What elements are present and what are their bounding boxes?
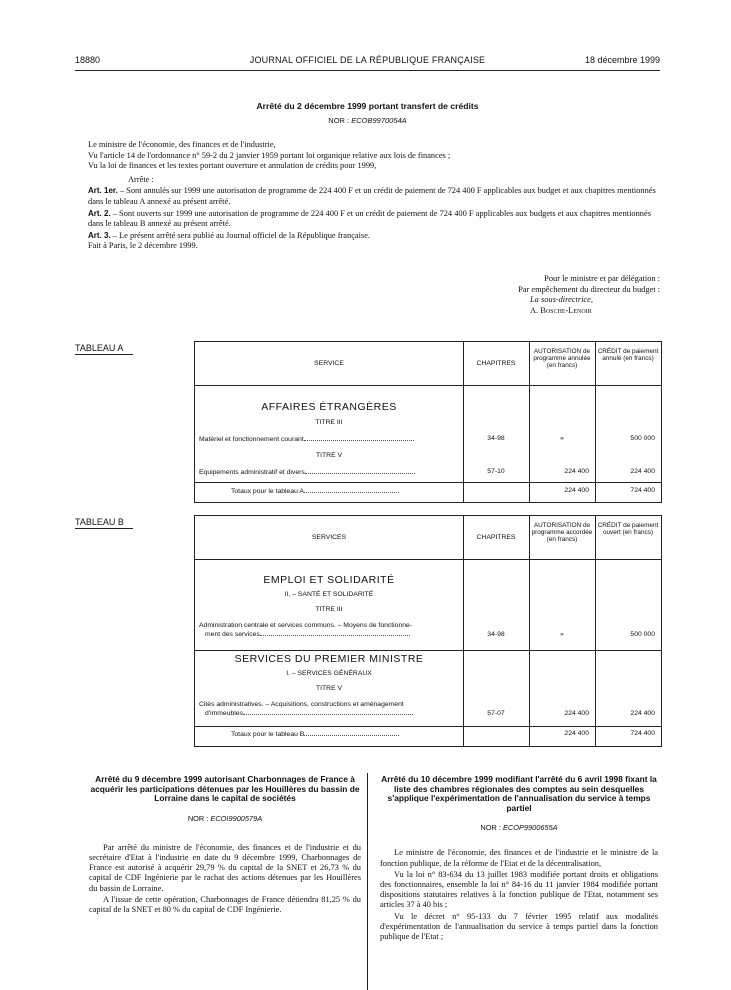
table-cell-cp: 224 400 — [630, 710, 655, 717]
decree2 — [89, 775, 361, 916]
subsection-title: II. – SANTÉ ET SOLIDARITÉ — [284, 591, 374, 598]
section-title: SERVICES DU PREMIER MINISTRE — [234, 653, 424, 665]
nor-label: NOR : — [328, 116, 350, 125]
decree2-body — [89, 843, 361, 915]
paragraph: A l'issue de cette opération, Charbonnages de France détiendra 81,25 % du capital de la SNET et 80 % du capital de CDF Ingénierie. — [89, 894, 361, 914]
tableau-a-label: TABLEAU A — [75, 343, 133, 355]
intro-line: Le ministre de l'économie, des finances et de l'industrie, — [88, 140, 276, 149]
arrete-line: Arrête : — [128, 174, 154, 184]
col-header-services: SERVICES — [311, 534, 347, 541]
table-row-label: Administration centrale et services communs. – Moyens de fonctionne- ment des services — [199, 622, 413, 638]
col-header-cp: CRÉDIT de paiement annulé (en francs) — [597, 348, 659, 362]
table-cell-chapitre: 57-07 — [487, 710, 505, 717]
intro-line: Vu l'article 14 de l'ordonnance n° 59-2 du 2 janvier 1959 portant loi organique relative aux lois de finances ; — [88, 150, 451, 160]
decree2-nor: NOR : ECOI9900579A — [187, 813, 263, 823]
subsection-title: I. – SERVICES GÉNÉRAUX — [286, 670, 372, 677]
column-divider — [367, 773, 368, 990]
article-3: Art. 3. – Le présent arrêté sera publié au Journal officiel de la République française. — [88, 230, 371, 240]
decree3-title: Arrêté du 10 décembre 1999 modifiant l'arrêté du 6 avril 1998 fixant la liste des chambres régionales des comptes au sein desquelles s'applique l'expérimentation de l'annualisation du service à temps partiel — [381, 774, 657, 813]
total-cp: 724 400 — [630, 730, 655, 737]
section-title: EMPLOI ET SOLIDARITÉ — [263, 574, 395, 586]
section-title: AFFAIRES ÉTRANGÈRES — [261, 401, 397, 413]
article-1: Art. 1er. – Sont annulés sur 1999 une autorisation de programme de 224 400 F et un crédit de paiement de 724 400 F applicables aux budget et aux chapitres mentionnés dans le tableau A annexé au présent arrêté. — [88, 186, 656, 206]
total-label: Totaux pour le tableau A — [231, 487, 399, 495]
decree2-title: Arrêté du 9 décembre 1999 autorisant Charbonnages de France à acquérir les participations détenues par les Houillères du bassin de Lorraine dans le capital de sociétés — [90, 774, 360, 804]
table-cell-ap: 224 400 — [564, 468, 589, 475]
col-header-service: SERVICE — [314, 360, 344, 367]
decree3 — [380, 775, 658, 943]
paragraph: Vu la loi n° 83-634 du 13 juillet 1983 modifiée portant droits et obligations des fonctionnaires, ensemble la loi n° 84-16 du 11 janvier 1984 modifiée portant dispositions statutaires relatives à la fonction publique de l'Etat, notamment ses articles 37 à 40 bis ; — [380, 869, 658, 910]
table-cell-chapitre: 57-10 — [487, 468, 505, 475]
signature-block — [470, 274, 660, 316]
decree3-body — [380, 848, 658, 942]
done-line: Fait à Paris, le 2 décembre 1999. — [88, 241, 198, 251]
paragraph: Vu le décret n° 95-133 du 7 février 1995 relatif aux modalités d'expérimentation de l'annualisation du service à temps partiel dans la fonction publique de l'Etat ; — [380, 911, 658, 941]
page-header — [75, 55, 660, 69]
table-row-label: Matériel et fonctionnement courant — [199, 435, 461, 444]
decree1-body — [88, 140, 660, 252]
table-row-label: Equipements administratif et divers — [199, 468, 461, 477]
page-number: 18880 — [75, 55, 101, 65]
paragraph: Par arrêté du ministre de l'économie, des finances et de l'industrie et du secrétaire d'Etat à l'industrie en date du 9 décembre 1999, Charbonnages de France est autorisé à acquérir 29,79 % du capital de la SNET et 26,73 % du capital de CDF Ingénierie par le rachat des actions détenues par les Houillères du bassin de Lorraine. — [89, 842, 361, 893]
col-header-chapitres: CHAPITRES — [476, 534, 516, 541]
col-header-ap: AUTORISATION de programme accordée (en francs) — [531, 522, 593, 543]
decree1-nor — [75, 116, 660, 125]
col-header-cp: CRÉDIT de paiement ouvert (en francs) — [597, 522, 659, 536]
tableau-b-label: TABLEAU B — [75, 517, 133, 529]
total-ap: 224 400 — [564, 487, 589, 494]
paragraph: Le ministre de l'économie, des finances et de l'industrie et le ministre de la fonction publique, de la réforme de l'Etat et de la décentralisation, — [380, 848, 658, 868]
table-cell-cp: 500 000 — [630, 631, 655, 638]
titre-label: TITRE V — [315, 685, 343, 692]
signature-line: Pour le ministre et par délégation : — [544, 274, 660, 283]
table-cell-cp: 224 400 — [630, 468, 655, 475]
tableau-a — [194, 341, 662, 503]
decree1-title: Arrêté du 2 décembre 1999 portant transfert de crédits — [256, 101, 479, 111]
journal-title: JOURNAL OFFICIEL DE LA RÉPUBLIQUE FRANÇAISE — [249, 55, 486, 65]
total-ap: 224 400 — [564, 730, 589, 737]
table-cell-chapitre: 34-98 — [487, 631, 505, 638]
table-cell-chapitre: 34-98 — [487, 435, 505, 442]
titre-label: TITRE V — [315, 452, 343, 459]
tableau-b — [194, 515, 662, 747]
table-cell-cp: 500 000 — [630, 435, 655, 442]
signature-title: La sous-directrice, — [530, 295, 593, 305]
table-cell-ap: 224 400 — [564, 710, 589, 717]
table-cell-ap: » — [560, 631, 564, 638]
decree3-nor: NOR : ECOP9900655A — [480, 823, 558, 833]
col-header-ap: AUTORISATION de programme annulée (en francs) — [533, 348, 591, 369]
nor-code: ECOB9970054A — [351, 116, 407, 125]
table-row-label: Cités administratives. – Acquisitions, constructions et aménagement d'immeubles — [199, 701, 461, 718]
article-2: Art. 2. – Sont ouverts sur 1999 une autorisation de programme de 224 400 F et un crédit de paiement de 724 400 F applicables aux budgets et aux chapitres mentionnés dans le tableau B annexé au présent arrêté. — [88, 208, 651, 229]
total-label: Totaux pour le tableau B — [231, 730, 399, 738]
issue-date: 18 décembre 1999 — [584, 55, 660, 65]
titre-label: TITRE III — [315, 419, 343, 426]
intro-line: Vu la loi de finances et les textes portant ouverture et annulation de crédits pour 1999, — [88, 161, 377, 171]
table-cell-ap: » — [560, 435, 564, 442]
header-rule — [75, 70, 660, 71]
signature-line: Par empêchement du directeur du budget : — [518, 284, 660, 294]
col-header-chapitres: CHAPITRES — [476, 360, 516, 367]
signatory-name: A. Bosche-Lenoir — [530, 305, 592, 315]
titre-label: TITRE III — [315, 606, 343, 613]
total-cp: 724 400 — [630, 487, 655, 494]
